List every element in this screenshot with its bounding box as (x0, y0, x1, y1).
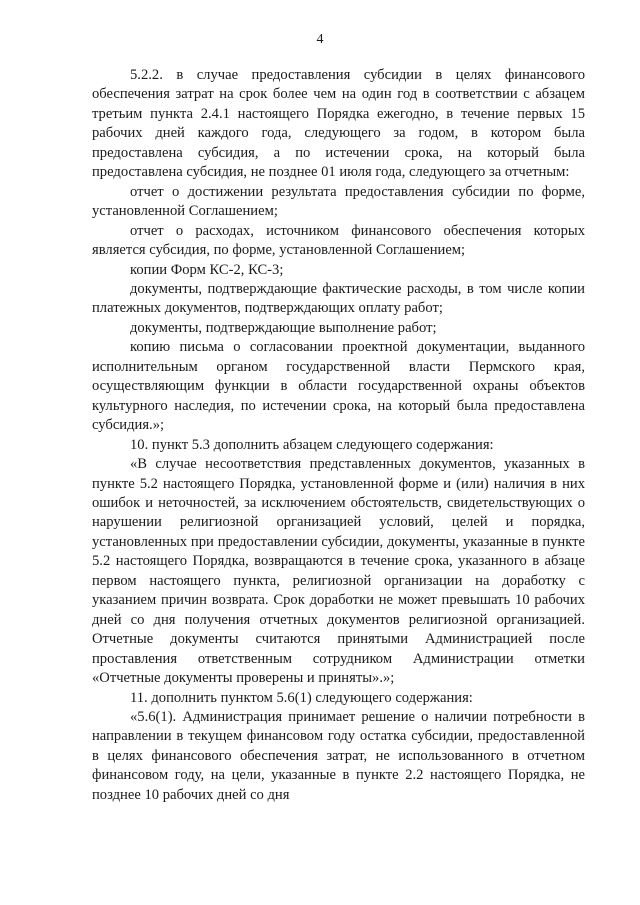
page-number: 4 (316, 32, 324, 47)
document-body (92, 66, 585, 805)
paragraph-5-6-1: «5.6(1). Администрация принимает решение о наличии потребности в направлении в текущем финансовом году остатка субсидии, предоставленной в целях финансового обеспечения затрат, не использованного в отчетном финансовом году, на цели, указанные в пункте 2.2 настоящего Порядка, не позднее 10 рабочих дней со дня (92, 708, 585, 803)
paragraph-actual-expenses: документы, подтверждающие фактические расходы, в том числе копии платежных документов, подтверждающих оплату работ; (92, 280, 585, 317)
paragraph-nonconformity: «В случае несоответствия представленных документов, указанных в пункте 5.2 настоящего Порядка, установленной форме и (или) наличия в них ошибок и неточностей, за исключением обстоятельств, свидетельствующих о нарушении религиозной организацией условий, целей и порядка, установленных при предоставлении субсидии, документы, указанные в пункте 5.2 настоящего Порядка, возвращаются в течение срока, указанного в абзаце первом настоящего пункта, религиозной организации на доработку с указанием причин возврата. Срок доработки не может превышать 10 рабочих дней со дня получения отчетных документов религиозной организацией. Отчетные документы считаются принятыми Администрацией после проставления ответственным сотрудником Администрации отметки «Отчетные документы проверены и приняты».»; (92, 456, 585, 687)
paragraph-expense-report: отчет о расходах, источником финансового обеспечения которых является субсидия, по форме, установленной Соглашением; (92, 222, 585, 259)
paragraph-item-10: 10. пункт 5.3 дополнить абзацем следующего содержания: (130, 436, 494, 453)
paragraph-work-completion: документы, подтверждающие выполнение работ; (130, 319, 437, 336)
paragraph-5-2-2: 5.2.2. в случае предоставления субсидии в целях финансового обеспечения затрат на срок более чем на один год в соответствии с абзацем третьим пункта 2.4.1 настоящего Порядка ежегодно, в течение первых 15 рабочих дней каждого года, следующего за годом, в котором была предоставлена субсидия, а по истечении срока, на который была предоставлена субсидия, не позднее 01 июля года, следующего за отчетным: (92, 67, 585, 181)
paragraph-approval-letter: копию письма о согласовании проектной документации, выданного исполнительным органом государственной власти Пермского края, осуществляющим функции в области государственной охраны объектов культурного наследия, по истечении срока, на который была предоставлена субсидия.»; (92, 339, 585, 434)
paragraph-result-report: отчет о достижении результата предоставления субсидии по форме, установленной Соглашением; (92, 183, 585, 220)
paragraph-item-11: 11. дополнить пунктом 5.6(1) следующего содержания: (130, 689, 473, 706)
paragraph-ks-forms: копии Форм КС-2, КС-3; (130, 261, 284, 278)
